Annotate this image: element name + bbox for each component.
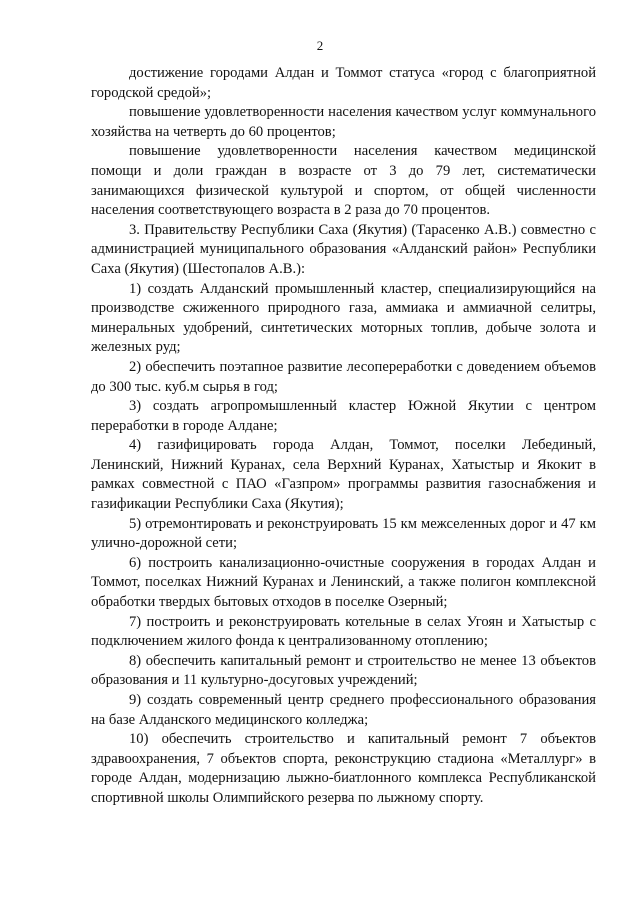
paragraph-goal-utilities: повышение удовлетворенности населения качеством услуг коммунального хозяйства на четверть до 60 процентов; (91, 104, 596, 140)
list-item-7-boiler-houses: 7) построить и реконструировать котельные в селах Угоян и Хатыстыр с подключением жилого фонда к централизованному отоплению; (91, 613, 596, 650)
paragraph-item-3-government: 3. Правительству Республики Саха (Якутия) (Тарасенко А.В.) совместно с администрацией муниципального образования «Алданский район» Республики Саха (Якутия) (Шестопалов А.В.): (91, 221, 596, 277)
page-number: 2 (316, 38, 324, 53)
document-body (91, 64, 596, 809)
list-item-4-gasification: 4) газифицировать города Алдан, Томмот, поселки Лебединый, Ленинский, Нижний Куранах, села Верхний Куранах, Хатыстыр и Якокит в рамках совместной с ПАО «Газпром» программы развития газоснабжения и газификации Республики Саха (Якутия); (91, 437, 596, 513)
list-item-3-agro-cluster: 3) создать агропромышленный кластер Южной Якутии с центром переработки в городе Алдане; (91, 398, 596, 434)
list-item-10-health-sport: 10) обеспечить строительство и капитальный ремонт 7 объектов здравоохранения, 7 объектов спорта, реконструкцию стадиона «Металлург» в городе Алдан, модернизацию лыжно-биатлонного комплекса Республиканской спортивной школы Олимпийского резерва по лыжному спорту. (91, 731, 596, 806)
paragraph-goal-cities-environment: достижение городами Алдан и Томмот статуса «город с благоприятной городской средой»; (91, 65, 596, 101)
paragraph-goal-medical-sport: повышение удовлетворенности населения качеством медицинской помощи и доли граждан в возрасте от 3 до 79 лет, систематически занимающихся физической культурой и спортом, от общей численности населения соответствующего возраста в 2 раза до 70 процентов. (91, 143, 596, 219)
list-item-9-college: 9) создать современный центр среднего профессионального образования на базе Алданского медицинского колледжа; (91, 692, 596, 728)
list-item-2-timber-processing: 2) обеспечить поэтапное развитие лесопереработки с доведением объемов до 300 тыс. куб.м сырья в год; (91, 358, 596, 395)
list-item-6-sewage-landfill: 6) построить канализационно-очистные сооружения в городах Алдан и Томмот, поселках Нижний Куранах и Ленинский, а также полигон комплексной обработки твердых бытовых отходов в поселке Озерный; (91, 554, 596, 611)
list-item-1-industrial-cluster: 1) создать Алданский промышленный кластер, специализирующийся на производстве сжиженного природного газа, аммиака и аммиачной селитры, минеральных удобрений, синтетических моторных топлив, добыче золота и железных руд; (91, 280, 596, 356)
list-item-5-roads: 5) отремонтировать и реконструировать 15 км межселенных дорог и 47 км улично-дорожной сети; (91, 515, 596, 552)
list-item-8-education-culture: 8) обеспечить капитальный ремонт и строительство не менее 13 объектов образования и 11 культурно-досуговых учреждений; (91, 652, 596, 689)
